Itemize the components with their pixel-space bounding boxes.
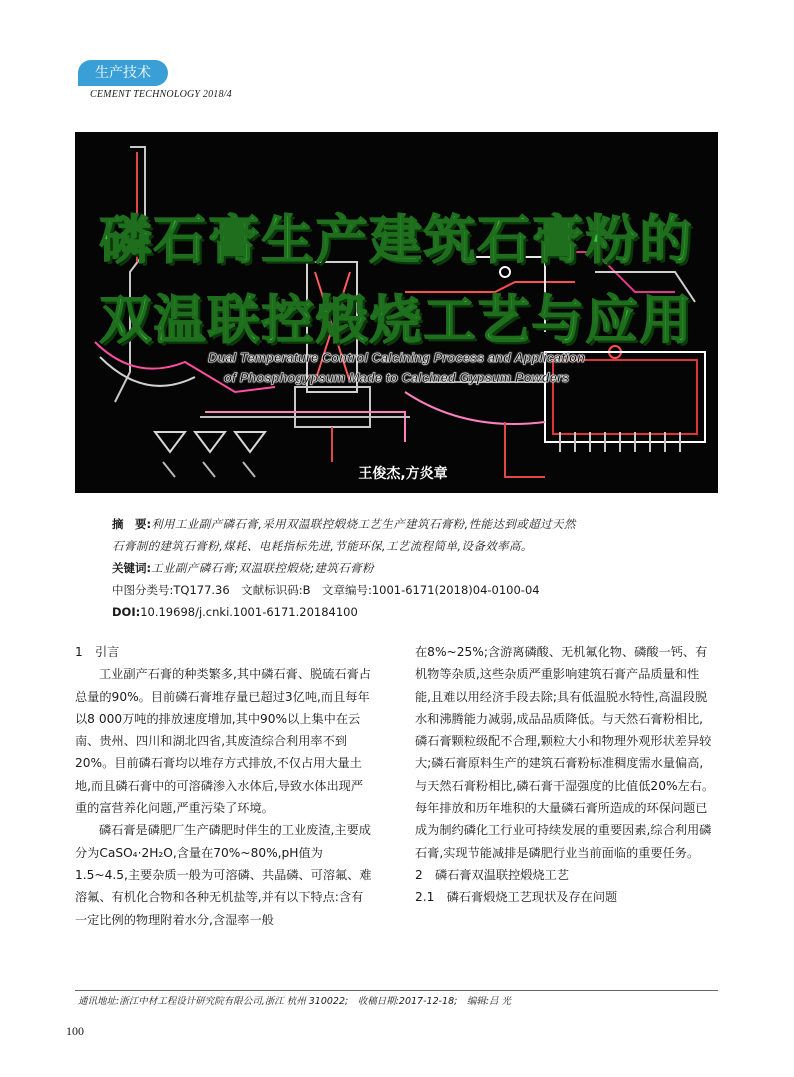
journal-header: CEMENT TECHNOLOGY 2018/4 (90, 89, 232, 100)
footer-note: 通讯地址:浙江中材工程设计研究院有限公司,浙江 杭州 310022; 收稿日期:2017-12-18; 编辑:吕 光 (78, 996, 512, 1007)
keywords-label: 关键词: (112, 561, 152, 575)
classification-row: 中图分类号:TQ177.36 文献标识码:B 文章编号:1001-6171(2018)04-0100-04 (112, 583, 540, 597)
title-en-line2: of Phosphogypsum Made to Calcined Gypsum Powders (223, 370, 570, 385)
section-heading-1: 1 引言 (75, 645, 120, 659)
abstract-text-line1: 利用工业副产磷石膏,采用双温联控煅烧工艺生产建筑石膏粉,性能达到或超过天然 (151, 517, 576, 531)
doi-row (112, 601, 712, 623)
title-cn-line1: 磷石膏生产建筑石膏粉的 (99, 211, 694, 271)
title-en-line1: Dual Temperature Control Calcining Process and Application (208, 350, 585, 365)
abstract-text-line2: 石膏制的建筑石膏粉,煤耗、电耗指标先进,节能环保,工艺流程简单,设备效率高。 (112, 539, 533, 553)
body-right-column (415, 641, 715, 909)
abstract-label: 摘 要: (112, 517, 152, 531)
authors: 王俊杰,方炎章 (358, 466, 448, 482)
paragraph: 工业副产石膏的种类繁多,其中磷石膏、脱硫石膏占总量的90%。目前磷石膏堆存量已超过3亿吨,而且每年以8 000万吨的排放速度增加,其中90%以上集中在云南、贵州、四川和湖北四省,其废渣综合利用率不到20%。目前磷石膏均以堆存方式排放,不仅占用大量土地,而且磷石膏中的可溶磷渗入水体后,导致水体出现严重的富营养化问题,严重污染了环境。 (75, 667, 371, 816)
title-banner (75, 132, 718, 493)
section-heading-2-1: 2.1 磷石膏煅烧工艺现状及存在问题 (415, 890, 618, 905)
keywords-text: 工业副产磷石膏;双温联控煅烧;建筑石膏粉 (151, 561, 374, 575)
abstract-block (112, 513, 712, 623)
paragraph: 磷石膏是磷肥厂生产磷肥时伴生的工业废渣,主要成分为CaSO₄·2H₂O,含量在70%~80%,pH值为1.5~4.5,主要杂质一般为可溶磷、共晶磷、可溶氟、难溶氟、有机化合物和各种无机盐等,并有以下特点:含有一定比例的物理附着水分,含湿率一般 (75, 823, 372, 927)
page-number: 100 (66, 1024, 84, 1038)
footer-rule (75, 990, 718, 991)
paragraph: 在8%~25%;含游离磷酸、无机氟化物、磷酸一钙、有机物等杂质,这些杂质严重影响建筑石膏产品质量和性能,且难以用经济手段去除;具有低温脱水特性,高温段脱水和沸腾能力减弱,成品品质降低。与天然石膏粉相比,磷石膏颗粒级配不合理,颗粒大小和物理外观形状差异较大;磷石膏原料生产的建筑石膏粉标准稠度需水量偏高,与天然石膏粉相比,磷石膏干湿强度的比值低20%左右。每年排放和历年堆积的大量磷石膏所造成的环保问题已成为制约磷化工行业可持续发展的重要因素,综合利用磷石膏,实现节能减排是磷肥行业当前面临的重要任务。 (415, 645, 715, 860)
section-heading-2: 2 磷石膏双温联控煅烧工艺 (415, 867, 570, 882)
body-left-column (75, 641, 375, 931)
keywords-row (112, 557, 712, 579)
doi-label: DOI: (112, 605, 141, 619)
abstract-row-1 (112, 513, 712, 535)
doi-text: 10.19698/j.cnki.1001-6171.20184100 (140, 605, 358, 619)
title-cn-line2: 双温联控煅烧工艺与应用 (99, 291, 694, 351)
section-tag: 生产技术 (78, 60, 168, 86)
